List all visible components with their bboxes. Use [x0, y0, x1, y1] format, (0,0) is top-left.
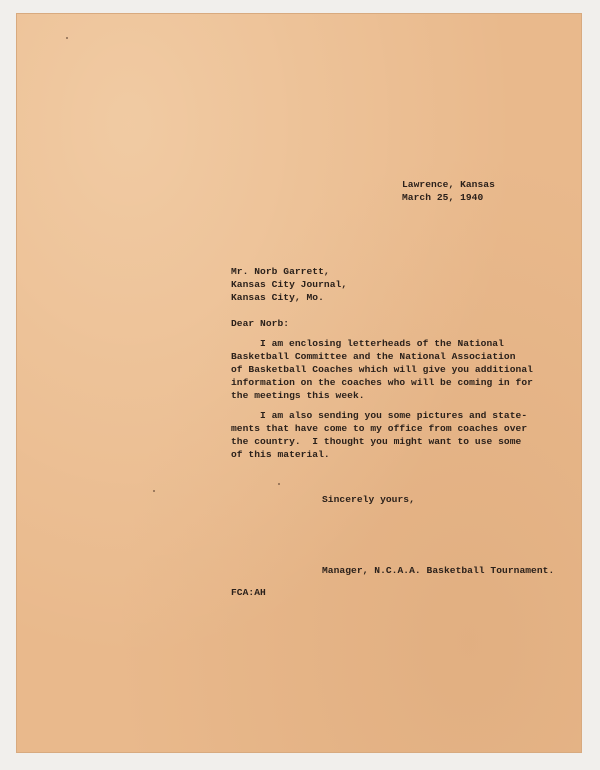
paper-speck: [66, 37, 68, 39]
reference-initials: FCA:AH: [231, 587, 266, 598]
signature-title: Manager, N.C.A.A. Basketball Tournament.: [322, 565, 555, 576]
paper-speck: [153, 490, 155, 492]
recipient-city: Kansas City, Mo.: [231, 292, 324, 303]
recipient-organization: Kansas City Journal,: [231, 279, 348, 290]
paragraph-1-line-3: of Basketball Coaches which will give you additional: [231, 364, 533, 375]
paragraph-1-line-1: I am enclosing letterheads of the National: [260, 338, 504, 349]
closing: Sincerely yours,: [322, 494, 415, 505]
paragraph-2-line-3: the country. I thought you might want to use some: [231, 436, 522, 447]
paragraph-1-line-5: the meetings this week.: [231, 390, 365, 401]
letter-place: Lawrence, Kansas: [402, 179, 495, 190]
paragraph-1-line-4: information on the coaches who will be coming in for: [231, 377, 533, 388]
paragraph-2-line-4: of this material.: [231, 449, 330, 460]
paragraph-2-line-2: ments that have come to my office from coaches over: [231, 423, 528, 434]
recipient-name: Mr. Norb Garrett,: [231, 266, 330, 277]
paragraph-2-line-1: I am also sending you some pictures and state-: [260, 410, 528, 421]
salutation: Dear Norb:: [231, 318, 290, 329]
letter-date: March 25, 1940: [402, 192, 484, 203]
paper-speck: [278, 483, 280, 485]
paragraph-1-line-2: Basketball Committee and the National Association: [231, 351, 516, 362]
